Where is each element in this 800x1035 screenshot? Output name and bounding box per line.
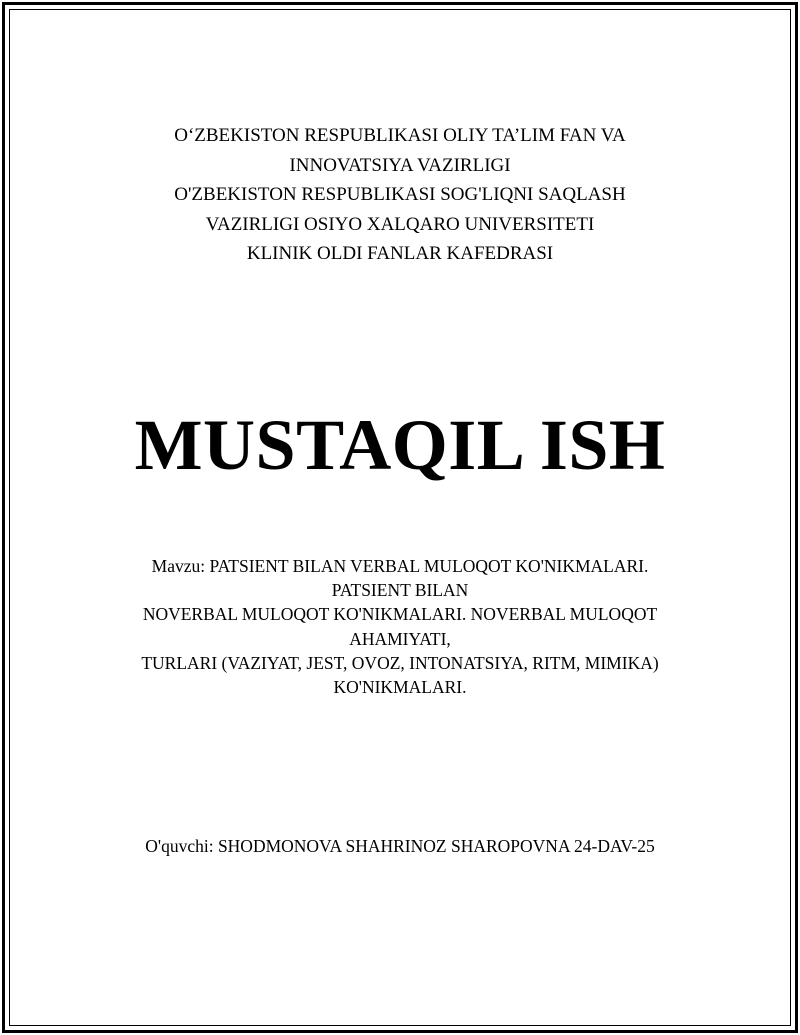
- header-line: O‘ZBEKISTON RESPUBLIKASI OLIY TA’LIM FAN VA: [174, 125, 626, 146]
- institution-header: [0, 121, 800, 269]
- topic-line: AHAMIYATI,: [349, 628, 451, 649]
- topic-line: NOVERBAL MULOQOT KO'NIKMALARI. NOVERBAL MULOQOT: [142, 604, 658, 625]
- student-line: O'quvchi: SHODMONOVA SHAHRINOZ SHAROPOVNA 24-DAV-25: [145, 836, 655, 856]
- document-title: MUSTAQIL ISH: [134, 405, 666, 485]
- header-line: KLINIK OLDI FANLAR KAFEDRASI: [246, 243, 554, 264]
- topic-line: TURLARI (VAZIYAT, JEST, OVOZ, INTONATSIYA, RITM, MIMIKA): [141, 652, 659, 673]
- topic-block: [0, 554, 800, 699]
- topic-line: Mavzu: PATSIENT BILAN VERBAL MULOQOT KO'NIKMALARI.: [151, 556, 649, 576]
- header-line: O'ZBEKISTON RESPUBLIKASI SOG'LIQNI SAQLASH: [174, 184, 626, 205]
- header-line: VAZIRLIGI OSIYO XALQARO UNIVERSITETI: [205, 213, 595, 235]
- header-line: INNOVATSIYA VAZIRLIGI: [289, 154, 511, 176]
- topic-line: KO'NIKMALARI.: [333, 677, 467, 698]
- topic-line: PATSIENT BILAN: [331, 580, 469, 601]
